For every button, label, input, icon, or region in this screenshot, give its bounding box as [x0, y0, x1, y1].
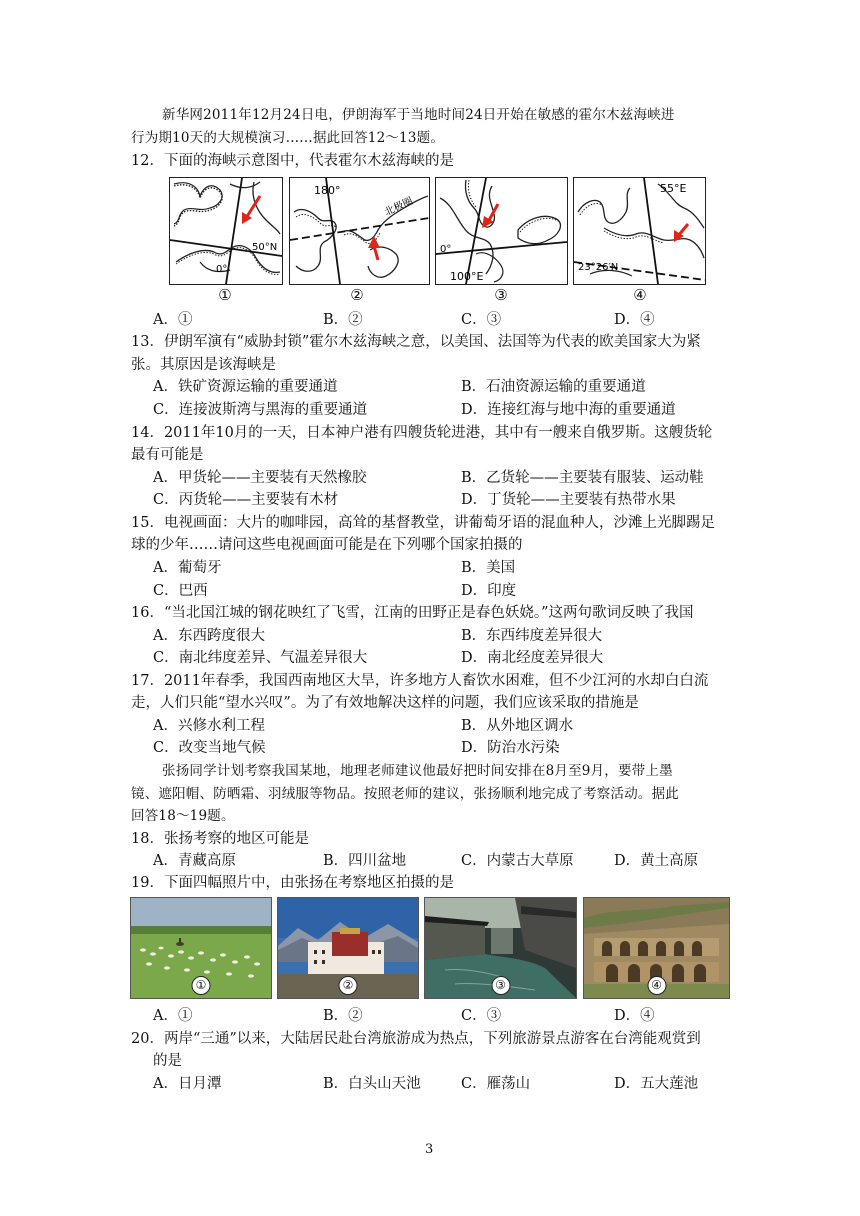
question-13-stem: 张。其原因是该海峡是: [131, 357, 276, 373]
question-18-option-a[interactable]: A．青藏高原: [153, 853, 236, 869]
intro-paragraph-line: 行为期10天的大规模演习……据此回答12～13题。: [131, 130, 445, 146]
strait-map-4: [573, 177, 706, 285]
question-14-option-d[interactable]: D．丁货轮——主要装有热带水果: [461, 492, 676, 508]
question-15-option-b[interactable]: B．美国: [461, 560, 516, 576]
map-label: 55°E: [660, 182, 687, 195]
intro-paragraph-line: 回答18～19题。: [131, 808, 235, 824]
photo-4-badge: ④: [647, 976, 666, 995]
photo-3-badge: ③: [491, 976, 510, 995]
question-14-stem: 14．2011年10月的一天，日本神户港有四艘货轮进港，其中有一艘来自俄罗斯。这艘货轮: [131, 425, 713, 441]
question-15-option-a[interactable]: A．葡萄牙: [153, 560, 222, 576]
question-17-option-c[interactable]: C．改变当地气候: [153, 740, 266, 756]
map-2-label: ②: [350, 286, 364, 304]
question-16-stem: 16．“当北国江城的钢花映红了飞雪，江南的田野正是春色妖娆。”这两句歌词反映了我国: [131, 605, 694, 621]
question-16-option-a[interactable]: A．东西跨度很大: [153, 628, 265, 644]
question-12-option-a[interactable]: A．①: [153, 312, 193, 328]
photo-cave-dwellings: [583, 897, 730, 999]
strait-map-3: [435, 177, 568, 285]
question-13-option-c[interactable]: C．连接波斯湾与黑海的重要通道: [153, 402, 368, 418]
question-14-stem: 最有可能是: [131, 447, 204, 463]
question-20-option-c[interactable]: C．雁荡山: [461, 1076, 531, 1092]
question-19-option-b[interactable]: B．②: [323, 1008, 363, 1024]
question-15-stem: 15．电视画面：大片的咖啡园，高耸的基督教堂，讲葡萄牙语的混血种人，沙滩上光脚踢足: [131, 515, 715, 531]
question-16-option-d[interactable]: D．南北经度差异很大: [461, 650, 604, 666]
question-19-option-c[interactable]: C．③: [461, 1008, 502, 1024]
map-label: 0°: [440, 244, 452, 255]
map-label: 北极圈: [382, 195, 415, 219]
strait-map-1: [169, 177, 283, 285]
question-18-option-c[interactable]: C．内蒙古大草原: [461, 853, 574, 869]
question-20-stem: 20．两岸“三通”以来，大陆居民赴台湾旅游成为热点，下列旅游景点游客在台湾能观赏到: [131, 1031, 701, 1047]
photo-1-badge: ①: [192, 976, 211, 995]
photo-water-town: [424, 897, 577, 999]
photo-potala-palace: [277, 897, 419, 999]
question-14-option-b[interactable]: B．乙货轮——主要装有服装、运动鞋: [461, 470, 704, 486]
question-12-option-c[interactable]: C．③: [461, 312, 502, 328]
question-19-stem: 19．下面四幅照片中，由张扬在考察地区拍摄的是: [131, 875, 454, 891]
strait-map-2: [289, 177, 430, 285]
map-3-label: ③: [494, 286, 508, 304]
question-17-option-a[interactable]: A．兴修水利工程: [153, 718, 265, 734]
question-17-option-b[interactable]: B．从外地区调水: [461, 718, 574, 734]
question-13-stem: 13．伊朗军演有“威胁封锁”霍尔木兹海峡之意，以美国、法国等为代表的欧美国家大为紧: [131, 334, 701, 350]
photo-grassland: [130, 897, 272, 999]
map-label: 50°N: [252, 242, 278, 253]
map-label: 100°E: [450, 270, 484, 283]
question-16-option-b[interactable]: B．东西纬度差异很大: [461, 628, 603, 644]
question-17-option-d[interactable]: D．防治水污染: [461, 740, 560, 756]
question-12-option-b[interactable]: B．②: [323, 312, 363, 328]
intro-paragraph-line: 镜、遮阳帽、防晒霜、羽绒服等物品。按照老师的建议，张扬顺利地完成了考察活动。据此: [131, 786, 679, 802]
map-4-label: ④: [633, 286, 647, 304]
question-20-option-a[interactable]: A．日月潭: [153, 1076, 222, 1092]
map-1-label: ①: [218, 286, 232, 304]
question-13-option-d[interactable]: D．连接红海与地中海的重要通道: [461, 402, 676, 418]
question-17-stem: 17．2011年春季，我国西南地区大旱，许多地方人畜饮水困难，但不少江河的水却白白流: [131, 673, 709, 689]
question-12-stem: 12．下面的海峡示意图中，代表霍尔木兹海峡的是: [131, 153, 454, 169]
question-17-stem: 走，人们只能“望水兴叹”。为了有效地解决这样的问题，我们应该采取的措施是: [131, 695, 639, 711]
question-19-option-a[interactable]: A．①: [153, 1008, 193, 1024]
map-label: 180°: [314, 184, 341, 197]
question-13-option-a[interactable]: A．铁矿资源运输的重要通道: [153, 379, 338, 395]
question-20-option-b[interactable]: B．白头山天池: [323, 1076, 421, 1092]
question-18-option-b[interactable]: B．四川盆地: [323, 853, 407, 869]
question-20-option-d[interactable]: D．五大莲池: [614, 1076, 699, 1092]
question-18-option-d[interactable]: D．黄土高原: [614, 853, 699, 869]
question-14-option-a[interactable]: A．甲货轮——主要装有天然橡胶: [153, 470, 367, 486]
map-label: 0°: [216, 264, 228, 275]
question-19-option-d[interactable]: D．④: [614, 1008, 655, 1024]
question-15-stem: 球的少年……请问这些电视画面可能是在下列哪个国家拍摄的: [131, 537, 523, 553]
question-18-stem: 18．张扬考察的地区可能是: [131, 831, 309, 847]
question-12-option-d[interactable]: D．④: [614, 312, 655, 328]
question-15-option-c[interactable]: C．巴西: [153, 583, 208, 599]
photo-2-badge: ②: [339, 976, 358, 995]
question-16-option-c[interactable]: C．南北纬度差异、气温差异很大: [153, 650, 368, 666]
question-20-stem: 的是: [153, 1053, 182, 1069]
question-13-option-b[interactable]: B．石油资源运输的重要通道: [461, 379, 646, 395]
question-15-option-d[interactable]: D．印度: [461, 583, 517, 599]
intro-paragraph-line: 新华网2011年12月24日电，伊朗海军于当地时间24日开始在敏感的霍尔木兹海峡进: [162, 107, 675, 123]
page-number: 3: [425, 1142, 434, 1157]
intro-paragraph-line: 张扬同学计划考察我国某地，地理老师建议他最好把时间安排在8月至9月，要带上墨: [162, 763, 673, 779]
question-14-option-c[interactable]: C．丙货轮——主要装有木材: [153, 492, 339, 508]
map-label: 23°26′N: [578, 262, 619, 273]
